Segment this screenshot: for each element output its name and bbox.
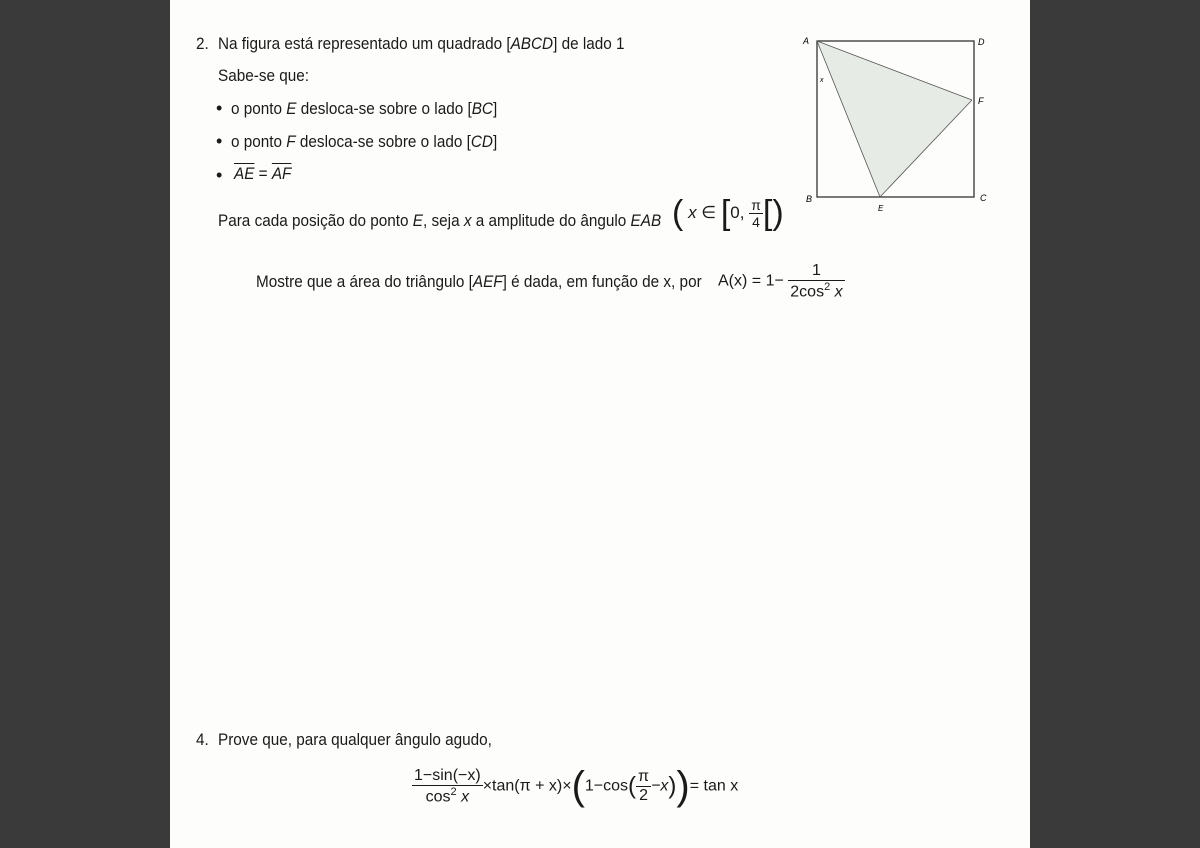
small-paren-open: ( bbox=[628, 772, 637, 800]
frac-den: 4 bbox=[752, 214, 760, 230]
q2-known-label bbox=[218, 66, 309, 86]
b2-point: F bbox=[286, 132, 296, 151]
b1-end: ] bbox=[492, 99, 498, 118]
triangle-name: AEF bbox=[472, 272, 503, 291]
identity-middle: ×tan(π + x)× bbox=[482, 777, 572, 795]
formula-den bbox=[788, 281, 844, 301]
q2-bullet-1 bbox=[231, 99, 497, 119]
identity-den-power: 2 bbox=[450, 785, 457, 798]
domain-zero: 0, bbox=[730, 202, 745, 222]
identity-den-var: x bbox=[456, 788, 470, 806]
den-cos: 2cos bbox=[790, 283, 825, 301]
identity-fraction bbox=[412, 767, 483, 806]
document-page bbox=[170, 0, 1030, 848]
bullet-dot-1: • bbox=[216, 98, 223, 118]
domain-expression bbox=[672, 194, 784, 233]
identity-num: 1−sin(−x) bbox=[414, 766, 481, 784]
q2-square-name: ABCD bbox=[510, 34, 554, 53]
para-var: x bbox=[463, 211, 472, 230]
question-2-intro bbox=[218, 34, 625, 54]
task-text: Mostre que a área do triângulo [ bbox=[256, 272, 473, 291]
identity-rhs: = tan x bbox=[689, 777, 739, 795]
den-power: 2 bbox=[824, 281, 831, 293]
q2-bullet-2 bbox=[231, 132, 497, 152]
bracket-close: [ bbox=[762, 194, 773, 232]
minus-x: −x bbox=[651, 777, 669, 795]
para-text: Para cada posição do ponto bbox=[218, 211, 413, 230]
b2-text-2: desloca-se sobre o lado [ bbox=[295, 132, 471, 151]
label-e: E bbox=[878, 204, 884, 213]
q2-number: 2. bbox=[196, 34, 209, 53]
small-paren-close: ) bbox=[668, 772, 677, 800]
domain-in: ∈ bbox=[696, 202, 721, 222]
bullet-dot-3: • bbox=[216, 165, 223, 185]
formula-lhs: A(x) = 1− bbox=[718, 272, 784, 290]
domain-var: x bbox=[688, 202, 697, 222]
formula-fraction bbox=[788, 262, 844, 301]
bracket-open: [ bbox=[720, 194, 731, 232]
q4-statement-text: Prove que, para qualquer ângulo agudo, bbox=[218, 730, 492, 749]
para-text-3: a amplitude do ângulo bbox=[471, 211, 631, 230]
pi-over-4 bbox=[749, 197, 763, 230]
b2-end: ] bbox=[492, 132, 498, 151]
question-4-number bbox=[196, 730, 209, 750]
identity-den bbox=[412, 786, 483, 806]
b2-side: CD bbox=[470, 132, 493, 151]
equals-sign: = bbox=[254, 164, 272, 183]
formula-num: 1 bbox=[788, 262, 844, 281]
paren-close: ) bbox=[772, 194, 784, 232]
segment-ae: $\overline{AE}$ bbox=[234, 164, 255, 183]
b1-point: E bbox=[286, 99, 297, 118]
q2-intro-text: Na figura está representado um quadrado [ bbox=[218, 34, 511, 53]
question-4-statement bbox=[218, 730, 492, 750]
identity-one-minus-cos: 1−cos bbox=[584, 777, 629, 795]
b1-side: BC bbox=[471, 99, 493, 118]
identity-den-cos: cos bbox=[425, 788, 451, 806]
q4-number: 4. bbox=[196, 730, 209, 749]
q2-task bbox=[256, 272, 702, 292]
q2-paragraph bbox=[218, 211, 661, 231]
angle-label-x: x bbox=[820, 77, 824, 84]
q2-bullet-3 bbox=[234, 164, 291, 184]
q2-intro-end: ] de lado 1 bbox=[553, 34, 625, 53]
big-paren-open: ( bbox=[571, 764, 585, 808]
pi-over-2 bbox=[636, 768, 651, 805]
label-b: B bbox=[806, 194, 813, 204]
label-d: D bbox=[978, 37, 985, 47]
identity-formula bbox=[412, 764, 738, 809]
b1-text-2: desloca-se sobre o lado [ bbox=[296, 99, 472, 118]
label-f: F bbox=[978, 96, 984, 106]
segment-af: $\overline{AF}$ bbox=[271, 164, 292, 183]
triangle-aef-fill bbox=[817, 41, 972, 197]
label-c: C bbox=[980, 193, 987, 203]
pi-den: 2 bbox=[639, 787, 648, 804]
label-a: A bbox=[803, 36, 810, 46]
big-paren-close: ) bbox=[676, 764, 690, 808]
square-figure bbox=[800, 30, 1000, 220]
b2-text: o ponto bbox=[231, 132, 287, 151]
paren-open: ( bbox=[672, 194, 684, 232]
bullet-dot-2: • bbox=[216, 131, 223, 151]
para-text-2: , seja bbox=[423, 211, 464, 230]
den-var: x bbox=[830, 283, 843, 301]
q2-known-text: Sabe-se que: bbox=[218, 66, 310, 85]
para-point: E bbox=[412, 211, 424, 230]
angle-name: EAB bbox=[630, 211, 662, 230]
area-formula bbox=[718, 262, 845, 301]
frac-num: π bbox=[751, 197, 761, 213]
task-text-2: ] é dada, em função de x, por bbox=[502, 272, 702, 291]
pi-num: π bbox=[638, 768, 650, 785]
question-2-number bbox=[196, 34, 209, 54]
b1-text: o ponto bbox=[231, 99, 287, 118]
